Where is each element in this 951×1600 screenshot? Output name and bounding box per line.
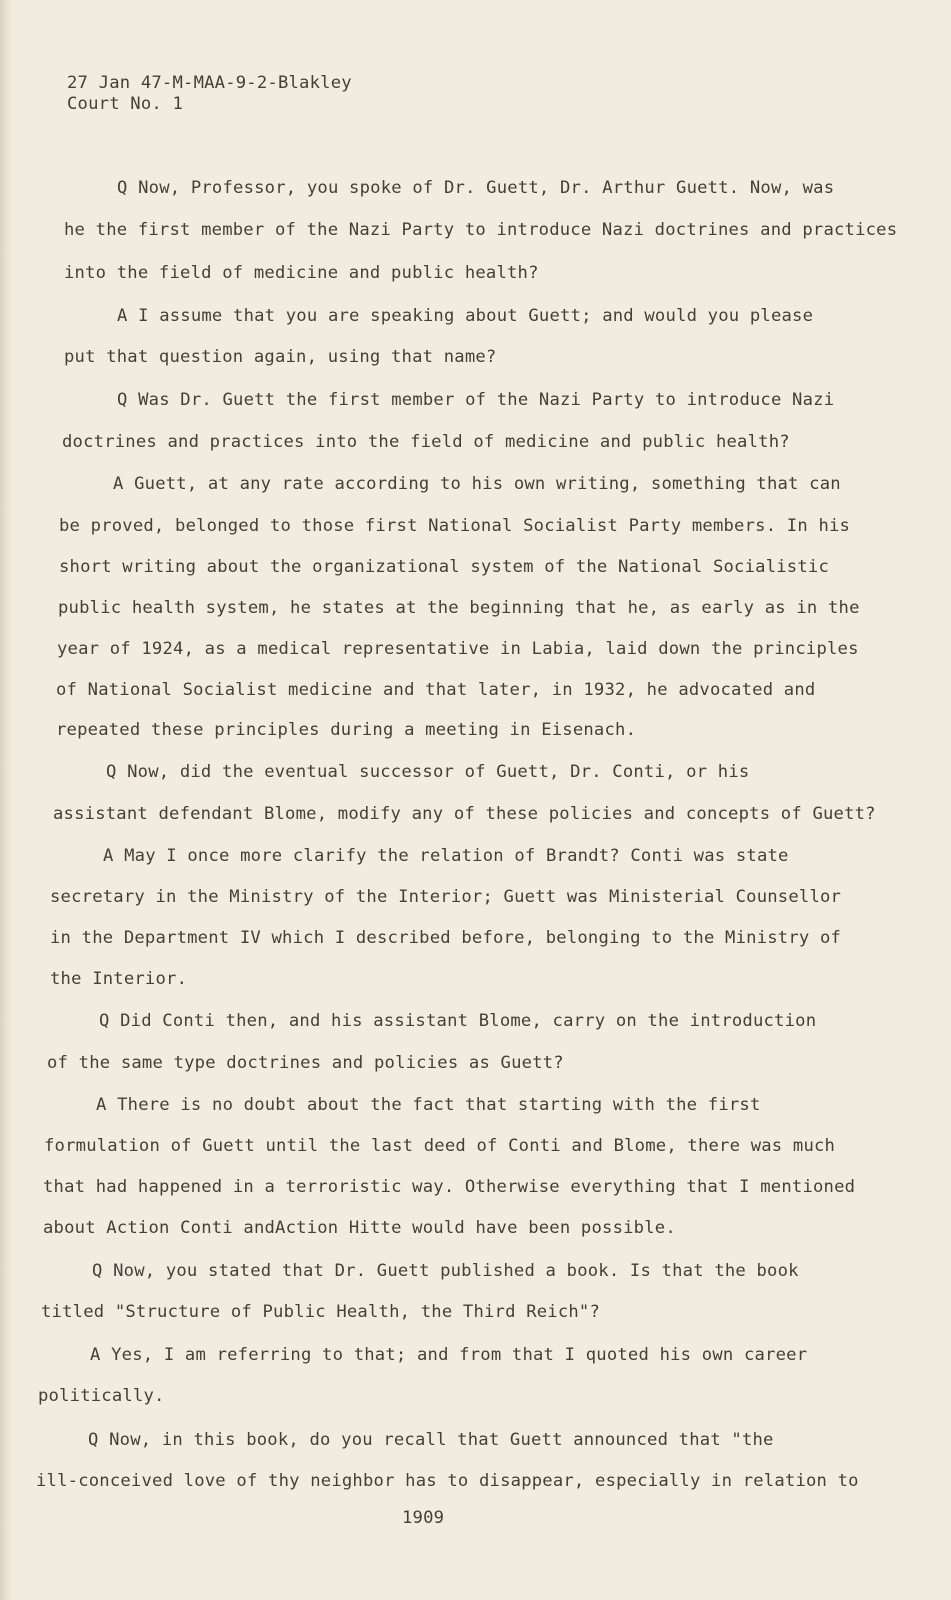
text-line: of National Socialist medicine and that later, in 1932, he advocated and — [56, 680, 816, 700]
header-docket: 27 Jan 47-M-MAA-9-2-Blakley — [67, 73, 352, 93]
text-line: secretary in the Ministry of the Interior; Guett was Ministerial Counsellor — [50, 887, 842, 907]
text-line: the Interior. — [50, 969, 188, 989]
paper-edge — [0, 0, 14, 1600]
text-line: A I assume that you are speaking about Guett; and would you please — [117, 306, 814, 326]
text-line: A Yes, I am referring to that; and from that I quoted his own career — [90, 1345, 808, 1365]
text-line: into the field of medicine and public health? — [64, 263, 539, 283]
text-line: politically. — [38, 1386, 165, 1406]
text-line: Q Did Conti then, and his assistant Blome, carry on the introduction — [99, 1011, 817, 1031]
header-court: Court No. 1 — [67, 94, 184, 114]
page-number: 1909 — [402, 1508, 445, 1528]
text-line: in the Department IV which I described before, belonging to the Ministry of — [50, 928, 842, 948]
text-line: of the same type doctrines and policies as Guett? — [47, 1053, 564, 1073]
text-line: repeated these principles during a meeting in Eisenach. — [56, 720, 637, 740]
text-line: doctrines and practices into the field of medicine and public health? — [62, 432, 790, 452]
text-line: A May I once more clarify the relation of Brandt? Conti was state — [103, 846, 789, 866]
text-line: titled "Structure of Public Health, the Third Reich"? — [41, 1302, 601, 1322]
text-line: ill-conceived love of thy neighbor has to disappear, especially in relation to — [36, 1471, 859, 1491]
text-line: put that question again, using that name? — [64, 347, 497, 367]
text-line: assistant defendant Blome, modify any of these policies and concepts of Guett? — [53, 804, 876, 824]
text-line: short writing about the organizational system of the National Socialistic — [59, 557, 829, 577]
text-line: public health system, he states at the beginning that he, as early as in the — [58, 598, 860, 618]
text-line: Q Was Dr. Guett the first member of the Nazi Party to introduce Nazi — [117, 390, 835, 410]
text-line: that had happened in a terroristic way. Otherwise everything that I mentioned — [43, 1177, 856, 1197]
text-line: A Guett, at any rate according to his own writing, something that can — [113, 474, 841, 494]
text-line: Q Now, in this book, do you recall that Guett announced that "the — [88, 1430, 774, 1450]
text-line: formulation of Guett until the last deed of Conti and Blome, there was much — [44, 1136, 836, 1156]
text-line: be proved, belonged to those first National Socialist Party members. In his — [59, 516, 851, 536]
text-line: he the first member of the Nazi Party to introduce Nazi doctrines and practices — [64, 220, 898, 240]
text-line: A There is no doubt about the fact that starting with the first — [96, 1095, 761, 1115]
text-line: Q Now, Professor, you spoke of Dr. Guett, Dr. Arthur Guett. Now, was — [117, 178, 835, 198]
text-line: Q Now, you stated that Dr. Guett published a book. Is that the book — [92, 1261, 799, 1281]
text-line: Q Now, did the eventual successor of Guett, Dr. Conti, or his — [106, 762, 750, 782]
text-line: year of 1924, as a medical representative in Labia, laid down the principles — [57, 639, 859, 659]
text-line: about Action Conti andAction Hitte would have been possible. — [43, 1218, 676, 1238]
